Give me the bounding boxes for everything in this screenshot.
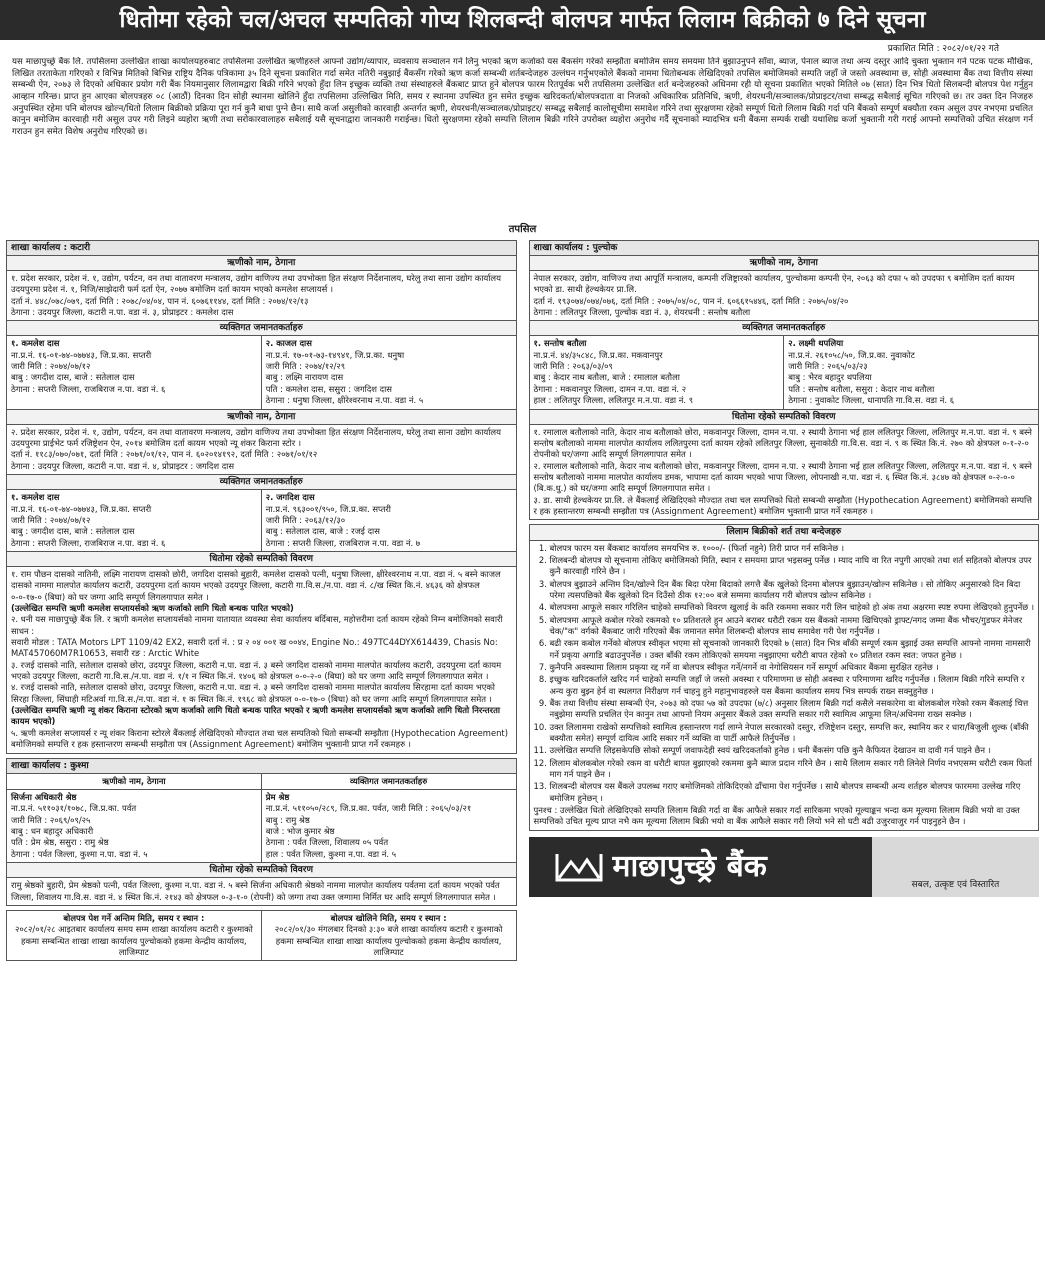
guarantor-santosh: १. सन्तोष बतौला ना.प्र.नं. ४४/३५८४८, जि.प्र.का. मकवानपुर जारी मिति : २०६३/०३/०९ बाबु : केदार नाथ बतौला, बाजे : रमालाल बतौला ठेगाना : मकवानपुर जिल्ला, दामन न.पा. वडा नं. २ हाल : ललितपुर जिल्ला, ललितपुर म.न.पा. वडा नं. ९: [533, 338, 694, 406]
borrower-heading: ऋणीको नाम, ठेगाना: [6, 256, 517, 271]
borrower-heading-2: ऋणीको नाम, ठेगाना: [6, 410, 517, 425]
pulchowk-guarantor-heading: व्यक्तिगत जमानतकर्ताहरु: [529, 321, 1040, 336]
borrower-1-details: १. प्रदेश सरकार, प्रदेश नं. १, उद्योग, पर्यटन, वन तथा वातावरण मन्त्रालय, उद्योग वाणिज्य तथा उपभोक्ता हित संरक्षण निर्देशनालय, घरेलु तथा साना उद्योग कार्यालय उदयपुरमा प्रदेश नं. १, निजि/साझेदारी फर्म दर्ता ऐन, २०७७ बमोजिम दर्ता कायम भएको कमलेश सप्लायर्स । दर्ता नं. ४४८/०७८/०७९, दर्ता मिति : २०७८/०४/०४, पान नं. ६०७६११४४, दर्ता मिति : २०७४/१२/१३ ठेगाना : उदयपुर जिल्ला, कटारी न.पा. वडा नं. ३, प्रोप्राइटर : कमलेश दास: [6, 271, 517, 321]
bank-logo-block: [529, 837, 872, 897]
bid-schedule: [6, 910, 517, 961]
pulchowk-borrower-heading: ऋणीको नाम, ठेगाना: [529, 256, 1040, 271]
right-column: [529, 240, 1040, 962]
kurmha-headings: ऋणीको नाम, ठेगाना व्यक्तिगत जमानतकर्ताहरु: [6, 774, 517, 790]
intro-paragraph: यस माछापुच्छ्रे बैंक लि. तपसिलमा उल्लेखित शाखा कार्यालयहरुबाट तपसिलमा उल्लेखित ऋणीहरुले आफ्नो उद्योग/व्यापार, व्यवसाय सञ्चालन गर्न लिनु भएको ऋण कर्जाको यस बैंकसंग गरेको सम्झौता बमोजिम समय समयमा तिर्न बुझाउनुपर्ने साँवा, ब्याज, पेनाल ब्याज तथा अन्य दस्तुर आदि चुक्ता भुक्तान गर्न पटक पटक मौखिक, लिखित तरताकेता गरिएको र विभिन्न मितिको बिभिन्न राष्ट्रिय दैनिक पत्रिकामा ३५ दिने सूचना प्रकाशित गर्दा समेत नतिरी नबुझाई बैंकसँग गरेको ऋण कर्जा सम्बन्धी शर्तबन्देजहरु उल्लंघन गर्नुभएकोले बैंकको नाममा धितोबन्धक लेखिदिएको तपसिल बमोजिमको सम्पति जहाँ जे जस्तो अवस्थामा छ, सोही अवस्थामा बैंक तथा वित्तीय संस्था सम्बन्धी ऐन, २०७३ ले दिएको अधिकार प्रयोग गरी बैंक नियमानुसार लिलामद्वारा बिक्री गरिने भएको हुँदा लिन इच्छुक व्यक्ति तथा संस्थाहरुले बैंकबाट प्राप्त हुने बोलपत्र फारम रितपूर्वक भरी तपसिलमा उल्लेखित शर्त बन्देजहरुको अधिनमा रही यो सूचना प्रकाशित भएको मितिले ०७ (सात) दिन भित्र धितो सिलबन्दी बोलपत्र पेश गर्नुहुन आव्हान गरिन्छ। प्राप्त हुन आएका बोलपत्रहरु ०८ (आठौं) दिनका दिन सोही स्थानमा खोलिने हुँदा तपसिलमा उल्लिखित मिति, समय र स्थानमा उपस्थित हुन समेत इच्छुक खरिदकर्ता/बोलपत्रदाता वा निजको अधिकारिक प्रतिनिधि, ऋणी, शेयरधनी/सञ्चालक/प्रोप्राइटर/तथा सम्बद्ध सबैलाई सूचित गरिएको छ। तर उक्त दिन निजहरु अनुपस्थित रहेमा पनि बोलपत्र खोल्न/धितो लिलाम बिक्रीको प्रक्रिया पूरा गर्न कुनै बाधा पुग्ने छैन। साथै कर्जा असुलीको कारवाही अन्तर्गत ऋणी, शेयरधनी/सञ्चालक/प्रोप्राइटर/ सम्बद्ध सबैलाई कालोसूचीमा समावेश गरिने तथा सुरक्षणमा रहेको सम्पूर्ण धितो लिलाम बिक्री गर्दा पनि बैंकको सम्पूर्ण बक्यौता रकम असुल उपर नभएमा प्रचलित कानुन बमोजिम कारवाही गरी असुल उपर गरी लिइने व्यहोरा ऋणी तथा सरोकारवालाहरु सबैलाई यसै सूचनाद्वारा जानकारी गराईन्छ। धितो सुरक्षणमा रहेको सम्पत्ति लिलाम बिक्री गरिने उपरोक्त व्यहोरा अनुरोध गर्दै सूचनाको म्यादभित्र धनी बैंकमा सम्पर्क राखी यथाशिघ्र कर्जा भुक्तानी गरी गराई आफ्नो सम्पत्तिको उचित संरक्षण गर्न गराउन हुन समेत विशेष अनुरोध गरिएको छ।: [12, 57, 1033, 137]
kurmha-property-heading: धितोमा रहेको सम्पतिको विवरण: [6, 863, 517, 878]
pulchowk-property-heading: धितोमा रहेको सम्पतिको विवरण: [529, 410, 1040, 425]
property-details-katari: १. राम पौछन दासको नातिनी, लक्ष्मि नारायण दासको छोरी, जगदिश दासको बुहारी, कमलेश दासको पत्नी, धनुषा जिल्ला, क्षीरेश्वरनाथ न.पा. वडा नं. ५ बस्ने काजल दासको नाममा मालपोत कार्यालय कटारी, उदयपुरमा दर्ता कायम भएको उदयपुर जिल्ला, कटारी गा.वि.स./न.पा. वडा नं. ८/ख स्थित कि.नं. ४६३६ को क्षेत्रफल ०-०-१७-० (बिघा) को घर जग्गा आदि सम्पूर्ण लिगलगापात समेत । (उल्लेखित सम्पत्ति ऋणी कमलेश सप्लायर्सको ऋण कर्जाको लागि धितो बन्धक पारित भएको) २. धनी यस माछापुच्छ्रे बैंक लि. र ऋणी कमलेश सप्लायर्सको नाममा यातायात व्यवस्था सेवा कार्यालय बर्दिबास, महोत्तरीमा दर्ता कायम रहेको निम्न बमोजिमको सवारी साधन : सवारी मोडल : TATA Motors LPT 1109/42 EX2, सवारी दर्ता नं. : प्र २ ०४ ००१ ख ००४४, Engine No.: 497TC44DYX614439, Chasis No: MAT457060M7R10653, सवारी रङ : Arctic White ३. रजई दासको नाति, सतेलाल दासको छोरा, उदयपुर जिल्ला, कटारी न.पा. वडा नं. ३ बस्ने जगदिश दासको नाममा मालपोत कार्यालय कटारी, उदयपुरमा दर्ता कायम भएको उदयपुर जिल्ला, कटारी गा.वि.स./न.पा. वडा नं. १/१ न स्थित कि.नं. १४०६ को क्षेत्रफल ०-०-२-० (बिघा) को घर जग्गा आदि सम्पूर्ण लिगलगापात समेत । ४. रजई दासको नाति, सतेलाल दासको छोरा, उदयपुर जिल्ला, कटारी न.पा. वडा नं. ३ बस्ने जगदिश दासको नाममा मालपोत कार्यालय सिरहामा दर्ता कायम भएको सिरहा जिल्ला, सिंघाही मटिअर्वा गा.वि.स./न.पा. वडा नं. १ क स्थित कि.नं. १९६८ को क्षेत्रफल ०-०-१७-० (बिघा) को घर जग्गा आदि सम्पूर्ण लिगलगापात समेत । (उल्लेखित सम्पत्ति ऋणी न्यू शंकर किराना स्टोरको ऋण कर्जाको लागि धितो बन्धक पारित भएको र ऋणी कमलेश सप्लायर्सको ऋण कर्जाको लागि धितो निरन्तरता कायम भएको) ५. ऋणी कमलेश सप्लायर्स र न्यू शंकर किराना स्टोरले बैंकलाई लेखिदिएको मौज्दात तथा चल सम्पतिको धितो सम्बन्धी सम्झौता (Hypothecation Agreement) बमोजिमको सम्पत्ति र हक हस्तान्तरण सम्बन्धी सम्झौता पत्र (Assignment Agreement) बमोजिम भुक्तानी प्राप्त गर्ने रकमहरु ।: [6, 567, 517, 754]
guarantor-laxmi: २. लक्ष्मी थपलिया ना.प्र.नं. २६१०५८/५०, जि.प्र.का. नुवाकोट जारी मिति : २०६५/०३/२३ बाबु : भैरव बहादुर थपलिया पति : सन्तोष बतौला, ससुरा : केदार नाथ बतौला ठेगाना : नुवाकोट जिल्ला, धानापति गा.वि.स. वडा नं. ६: [783, 336, 1038, 408]
branch-katari: शाखा कार्यालय : कटारी: [6, 240, 517, 256]
left-column: [6, 240, 517, 962]
guarantor-kajal: २. काजल दास ना.प्र.नं. १७-०१-७३-१४९४१, जि.प्र.का. धनुषा जारी मिति : २०७४/१२/२९ बाबु : लक्ष्मि नारायण दास पति : कमलेश दास, ससुरा : जगदिश दास ठेगाना : धनुषा जिल्ला, क्षीरेश्वरनाथ न.पा. वडा नं. ५: [261, 336, 516, 408]
guarantor-prem: प्रेम श्रेष्ठ ना.प्र.नं. ५११०५०/२८९, जि.प्र.का. पर्वत, जारी मिति : २०६५/०३/२१ बाबु : रामु श्रेष्ठ बाजे : भोज कुमार श्रेष्ठ ठेगाना : पर्वत जिल्ला, शिवालय ०५ पर्वत हाल : पर्वत जिल्ला, कुश्मा न.पा. वडा नं. ५: [261, 790, 516, 862]
property-details-kurmha: रामु श्रेष्ठको बुहारी, प्रेम श्रेष्ठको पत्नी, पर्वत जिल्ला, कुश्मा न.पा. वडा नं. ५ बस्ने सिर्जना अधिकारी श्रेष्ठको नाममा मालपोत कार्यालय पर्वतमा दर्ता कायम भएको पर्वत जिल्ला, शिवालय गा.वि.स. वडा नं. ४ स्थित कि.नं. २१४३ को क्षेत्रफल ०-३-१-० (रोपनी) को जग्गा तथा उक्त जग्गामा निर्मित घर आदि सम्पूर्ण लिगलगापात समेत ।: [6, 878, 517, 906]
guarantor-grid-2: [6, 490, 517, 552]
guarantor-heading-2: व्यक्तिगत जमानतकर्ताहरु: [6, 475, 517, 490]
guarantor-kamlesh: १. कमलेश दास ना.प्र.नं. १६-०१-७४-०७७४३, जि.प्र.का. सप्तरी जारी मिति : २०७४/०७/१२ बाबु : जगदीश दास, बाजे : सतेलाल दास ठेगाना : सप्तरी जिल्ला, राजबिराज न.पा. वडा नं. ६: [11, 338, 166, 394]
guarantor-grid-1: [6, 336, 517, 409]
published-date: प्रकाशित मिति : २०८२/०१/२२ गते: [887, 44, 999, 54]
kurmha-parties: [6, 790, 517, 863]
bank-banner: [529, 837, 1040, 897]
branch-pulchowk: शाखा कार्यालय : पुल्चोक: [529, 240, 1040, 256]
borrower-srijana: सिर्जना अधिकारी श्रेष्ठ ना.प्र.नं. ५११०३१/१०७८, जि.प्र.का. पर्वत जारी मिति : २०६९/०९/२५ बाबु : धन बहादुर अधिकारी पति : प्रेम श्रेष्ठ, ससुरा : रामु श्रेष्ठ ठेगाना : पर्वत जिल्ला, कुश्मा न.पा. वडा नं. ५: [11, 792, 148, 859]
notice-title: धितोमा रहेको चल/अचल सम्पतिको गोप्य शिलबन्दी बोलपत्र मार्फत लिलाम बिक्रीको ७ दिने सूचना: [0, 0, 1045, 40]
submit-schedule: बोलपत्र पेश गर्ने अन्तिम मिति, समय र स्थान : २०८२/०१/२८ आइतबार कार्यालय समय सम्म शाखा कार्यालय कटारी र कुश्माको हकमा सम्बन्धित शाखा शाखा कार्यालय पुल्चोकको हकमा केन्द्रीय कार्यालय, लाजिम्पाट: [6, 910, 262, 961]
terms-heading: लिलाम बिक्रीको शर्त तथा बन्देजहरु: [529, 524, 1040, 540]
branch-kurmha: शाखा कार्यालय : कुश्मा: [6, 758, 517, 774]
guarantor-jagdish: २. जगदिश दास ना.प्र.नं. ९६३००१/९५०, जि.प्र.का. सप्तरी जारी मिति : २०६३/१२/३० बाबु : सतेलाल दास, बाजे : रजई दास ठेगाना : सप्तरी जिल्ला, राजबिराज न.पा. वडा नं. ७: [261, 490, 516, 551]
borrower-2-details: २. प्रदेश सरकार, प्रदेश नं. १, उद्योग, पर्यटन, वन तथा वातावरण मन्त्रालय, उद्योग वाणिज्य तथा उपभोक्ता हित संरक्षण निर्देशनालय, घरेलु तथा साना उद्योग कार्यालय उदयपुरमा प्राईभेट फर्म रजिष्ट्रेशन ऐन, २०१४ बमोजिम दर्ता कायम भएको न्यू शंकर किराना स्टोर । दर्ता नं. ११८३/०७०/०७१, दर्ता मिति : २०७१/०१/१२, पान नं. ६०२०१४१९२, दर्ता मिति : २०७१/०१/१२ ठेगाना : उदयपुर जिल्ला, कटारी न.पा. वडा नं. ४, प्रोप्राइटर : जगदिश दास: [6, 425, 517, 475]
guarantor-kamlesh-2: १. कमलेश दास ना.प्र.नं. १६-०१-७४-०७७४३, जि.प्र.का. सप्तरी जारी मिति : २०७४/०७/१२ बाबु : जगदीश दास, बाजे : सतेलाल दास ठेगाना : सप्तरी जिल्ला, राजबिराज न.पा. वडा नं. ६: [11, 492, 166, 548]
mountain-logo-icon: [555, 850, 603, 884]
terms-list: 1. बोलपत्र फारम यस बैंकबाट कार्यालय समयभित्र रु. १०००/- (फिर्ता नहुने) तिरी प्राप्त गर्न सकिनेछ । 2. शिलबन्दी बोलपत्र यो सूचनामा तोकिए बमोजिमको मिति, स्थान र समयमा प्राप्त भइसक्नु पर्नेछ । म्याद नाघि वा रित नपुगी आएको तथा शर्त सहितको बोलपत्र उपर कुनै कारवाही गरिने छैन । 3. बोलपत्र बुझाउने अन्तिम दिन/खोल्ने दिन बैंक बिदा परेमा बिदाको लगत्तै बैंक खुलेको दिनमा बोलपत्र बुझाउन/खोल्न सकिनेछ । सो तोकिए अनुसारको दिन बिदा परेमा त्यसपछिको बैंक खुलेको दिन दिउँसो ठीक १२:०० बजे सम्ममा कार्यालय गरी बोलपत्र खोल्न सकिनेछ । 4. बोलपत्रमा आफूले सकार गरिलिन चाहेको सम्पत्तिको विवरण खुलाई के कति रकममा सकार गरी लिन चाहेको हो अंक तथा अक्षरमा स्पष्ट रुपमा लेखिएको हुनुपर्नेछ । 5. बोलपत्रमा आफूले कबोल गरेको रकमको १० प्रतिशतले हुन आउने बराबर धरौटी रकम यस बैंकको नाममा खिचिएको ड्राफ्ट/नगद जम्मा बैंक भौचर/गुडफर मेनेजर चेक/"क" वर्गको बैंकबाट जारी गरिएको बैंक जमानत समेत शिलबन्दी बोलपत्र साथ समावेश गरी पेश गर्नुपर्नेछ । 6. बढी रकम कबोल गर्नेको बोलपत्र स्वीकृत भएमा सो सूचनाको जानकारी दिएको ७ (सात) दिन भित्र बाँकी सम्पूर्ण रकम बुझाई उक्त सम्पत्ति आफ्नो नाममा नामसारी गर्ने प्रकृया अगाडि बढाउनुपर्नेछ । उक्त बाँकी रकम तोकिएको समयमा नबुझाएमा धरौटी बापत रहेको १० प्रतिशत रकम स्वत: जफत हुनेछ । 7. कुनैपनि अवस्थामा लिलाम प्रकृया रद्द गर्ने वा बोलपत्र स्वीकृत गर्ने/नगर्ने वा नेगोसियसन गर्ने सम्पूर्ण अधिकार बैंकमा सुरक्षित रहनेछ । 8. इच्छुक खरिदकर्ताले खरिद गर्न चाहेको सम्पत्ति जहाँ जे जस्तो अवस्था र परिमाणमा छ सोही अवस्था र परिमाणमा खरिद गर्नुपर्नेछ । लिलाम बिक्री गरिने सम्पत्ति र अन्य कुरा बुझ्न हेर्न वा स्थलगत निरीक्षण गर्न चाहनु हुने महानुभावहरुले यस बैंकमा कार्यालय समय भित्र सम्पर्क राख्न सक्नुहुनेछ । 9. बैंक तथा वित्तीय संस्था सम्बन्धी ऐन, २०७३ को दफा ५७ को उपदफा (७/८) अनुसार लिलाम बिक्री गर्दा कसैले नसकारेमा वा बोलकबोल गरेको रकम बैंकलाई चित्त नबुझेमा सम्पत्ति प्रचलित ऐन कानुन तथा आफ्नो नियम अनुसार बैंकले उक्त सम्पत्ति सकार गरी स्वामित्व आफूमा लिन/अधिनमा राख्न सक्नेछ । 10. उक्त लिलाममा राखेको सम्पत्तिको स्वामित्व हस्तान्तरण गर्दा लाग्ने नेपाल सरकारको दस्तुर, रजिष्ट्रेशन दस्तुर, सम्पत्ति कर, स्थानिय कर र धारा/बिजुली शुल्क (बाँकी बक्यौता समेत) सम्पूर्ण दायित्व आदि सकार गर्ने व्यक्ति वा पार्टी आफैले तिर्नुपर्नेछ । 11. उल्लेखित सम्पत्ति लिइसकेपछि सोको सम्पूर्ण जवाफदेही स्वयं खरिदकर्ताको हुनेछ । धनी बैंकसंग पछि कुनै कैफियत देखाउन वा दावी गर्न पाइने छैन । 12. लिलाम बोलकबोल गरेको रकम वा धरौटी बापत बुझाएको रकममा कुनै ब्याज प्रदान गरिने छैन । साथै लिलाम सकार गरी लिनेले निर्णय नभएसम्म धरौटी रकम फिर्ता माग गर्न पाइने छैन । 13. शिलबन्दी बोलपत्र यस बैंकले उपलब्ध गराए बमोजिमको तोकिदिएको ढाँचामा पेश गर्नुपर्नेछ । साथै बोलपत्र सम्बन्धी अन्य शर्तहरु बोलपत्र फारममा उल्लेख गरिए बमोजिम हुनेछन् । पुनश्च : उल्लेखित धितो लेखिदिएको सम्पति लिलाम बिक्री गर्दा वा बैंक आफैले सकार गर्दा सारिकमा भएको मूल्याङ्कन भन्दा कम मूल्यमा लिलाम बिक्री भयो वा उक्त सम्पत्तिको उचित मूल्य प्राप्त नभै कम मूल्यमा लिलाम बिक्री भयो वा बैंक आफैले सकार गरी लियो भने सो घटी बढी उजुरवाजुर गर्न पाइनुहने छैन ।: [529, 541, 1040, 831]
terms-note: पुनश्च : उल्लेखित धितो लेखिदिएको सम्पति लिलाम बिक्री गर्दा वा बैंक आफैले सकार गर्दा सारिकमा भएको मूल्याङ्कन भन्दा कम मूल्यमा लिलाम बिक्री भयो वा उक्त सम्पत्तिको उचित मूल्य प्राप्त नभै कम मूल्यमा लिलाम बिक्री भयो वा बैंक आफैले सकार गरी लियो भने सो घटी बढी उजुरवाजुर गर्न पाइनुहने छैन ।: [533, 805, 1020, 827]
open-schedule: बोलपत्र खोलिने मिति, समय र स्थान : २०८२/०१/३० मंगलबार दिनको ३:३० बजे शाखा कार्यालय कटारी र कुश्माको हकमा सम्बन्धित शाखा शाखा कार्यालय पुल्चोकको हकमा केन्द्रीय कार्यालय, लाजिम्पाट: [262, 910, 517, 961]
property-heading: धितोमा रहेको सम्पतिको विवरण: [6, 552, 517, 567]
bank-name: माछापुच्छ्रे बैंक: [612, 848, 767, 884]
guarantor-heading: व्यक्तिगत जमानतकर्ताहरु: [6, 321, 517, 336]
tapasil-heading: तपसिल: [508, 224, 537, 236]
pulchowk-guarantor-grid: [529, 336, 1040, 409]
pulchowk-property-details: १. रमालाल बतौलाको नाति, केदार नाथ बतौलाको छोरा, मकवानपुर जिल्ला, दामन न.पा. २ स्थायी ठेगाना भई हाल ललितपुर जिल्ला, ललितपुर म.न.पा. वडा नं. ९ बस्ने सन्तोष बतौलाको नाममा मालपोत कार्यालय ललितपुरमा दर्ता कायम रहेको ललितपुर जिल्ला, सुनाकोठी गा.वि.स. वडा नं. ९ क स्थित कि.नं. २७० को क्षेत्रफल ०-१-२-० रोपनीको घर/जग्गा आदि सम्पूर्ण लिगलगापात समेत । २. रमालाल बतौलाको नाति, केदार नाथ बतौलाको छोरा, मकवानपुर जिल्ला, दामन न.पा. २ स्थायी ठेगाना भई हाल ललितपुर जिल्ला, ललितपुर म.न.पा. वडा नं. ९ बस्ने सन्तोष बतौलाको नाममा मालपोत कार्यालय डमक, भापामा दर्ता कायम भएको भापा जिल्ला, लोपनाखी न.पा. वडा नं. ६ स्थित कि.नं. ३८४७ को क्षेत्रफल ०-२-०-० (बि.क.धु.) को घर/जग्गा आदि सम्पूर्ण लिगलगापात समेत । ३. डा. साथी हेल्थकेयर प्रा.लि. ले बैंकलाई लेखिदिएको मौज्दात तथा चल सम्पत्तिको धितो सम्बन्धी सम्झौता (Hypothecation Agreement) बमोजिमको सम्पत्ति र हक हस्तान्तरण सम्बन्धी सम्झौता पत्र (Assignment Agreement) बमोजिम भुक्तानी प्राप्त गर्ने रकमहरु ।: [529, 425, 1040, 521]
pulchowk-borrower-details: नेपाल सरकार, उद्योग, वाणिज्य तथा आपूर्ति मन्त्रालय, कम्पनी रजिष्ट्रारको कार्यालय, पुल्चोकमा कम्पनी ऐन, २०६३ को दफा ५ को उपदफा ९ बमोजिम दर्ता कायम भएको डा. साथी हेल्थकेयर प्रा.लि. दर्ता नं. १९३०७४/०७४/०७६, दर्ता मिति : २०७५/०४/०८, पान नं. ६०६६१५४४६, दर्ता मिति : २०७५/०४/२० ठेगाना : ललितपुर जिल्ला, पुल्चोक वडा नं. ३, शेयरधनी : सन्तोष बतौला: [529, 271, 1040, 321]
bank-tagline: सबल, उत्कृष्ट एवं विस्तारित: [872, 837, 1039, 897]
